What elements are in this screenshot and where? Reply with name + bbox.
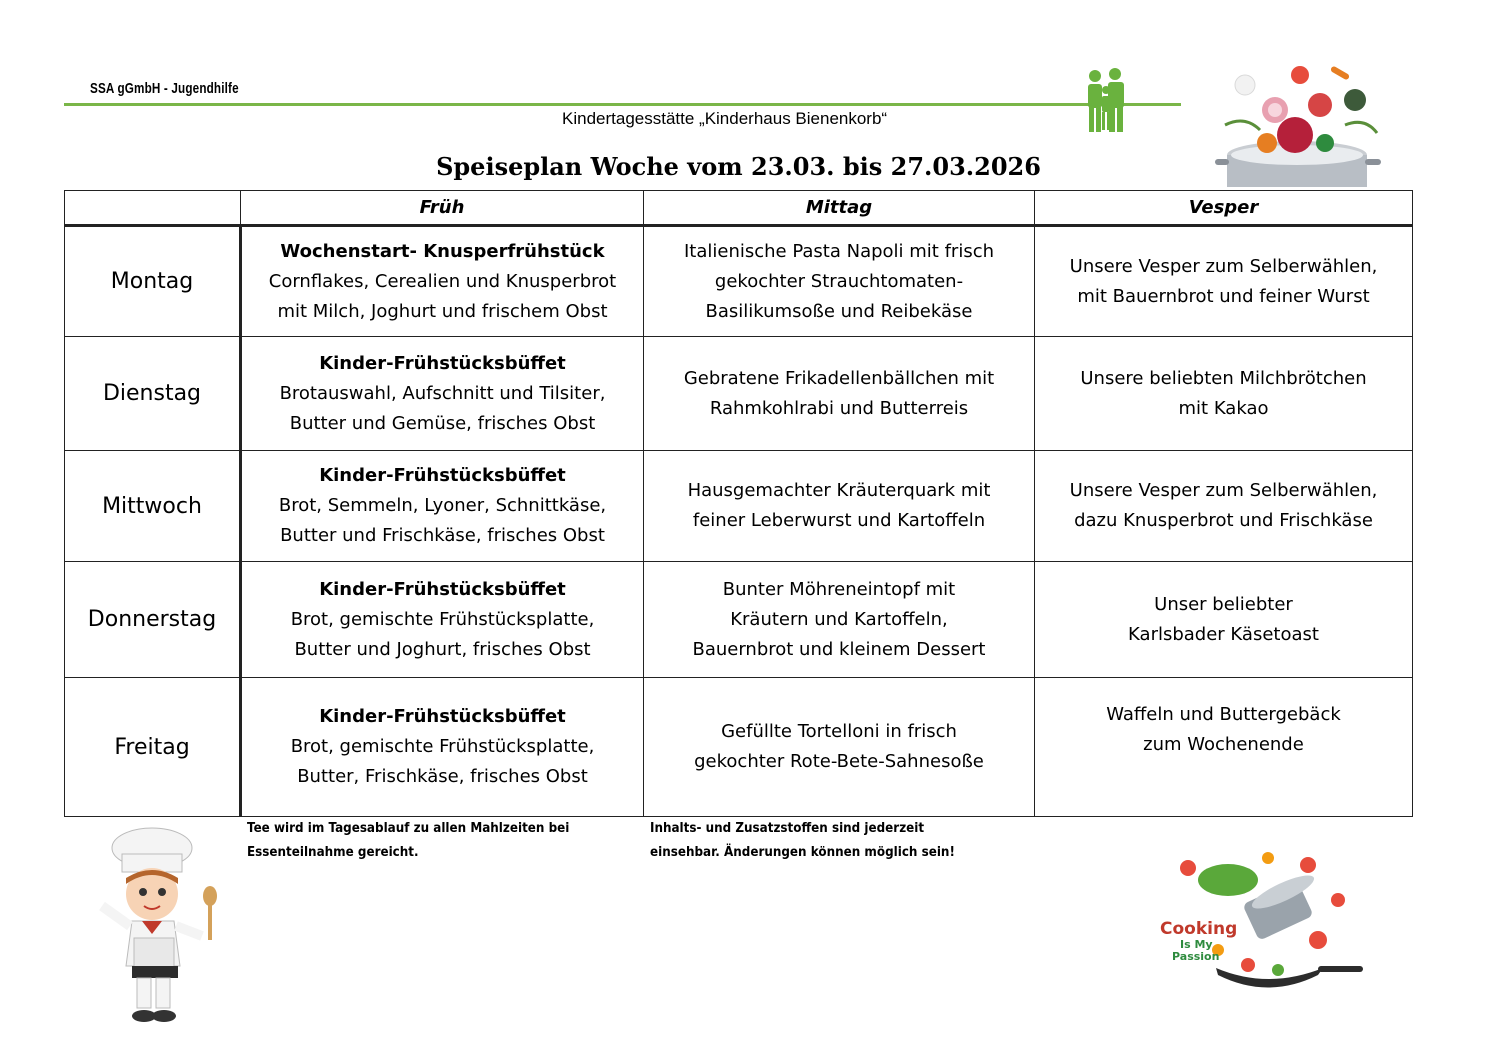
frueh-cell (241, 226, 644, 337)
vesper-line: Unsere Vesper zum Selberwählen, (1069, 480, 1378, 501)
tea-note-line: Tee wird im Tagesablauf zu allen Mahlzeiten bei (247, 821, 570, 836)
mittag-line: Hausgemachter Kräuterquark mit (687, 480, 991, 501)
organization-name: SSA gGmbH - Jugendhilfe (90, 80, 239, 97)
facility-name: Kindertagesstätte „Kinderhaus Bienenkorb“ (562, 109, 888, 128)
vesper-cell (1035, 678, 1413, 817)
mittag-line: Basilikumsoße und Reibekäse (705, 300, 973, 322)
frueh-title: Kinder-Frühstücksbüffet (319, 352, 566, 374)
info-note (650, 817, 955, 865)
page-title: Speiseplan Woche vom 23.03. bis 27.03.2026 (436, 152, 1041, 181)
table-row (65, 451, 1413, 562)
vesper-cell (1035, 337, 1413, 451)
vesper-line: Karlsbader Käsetoast (1128, 623, 1319, 645)
mittag-line: gekochter Strauchtomaten- (714, 270, 964, 292)
frueh-title: Kinder-Frühstücksbüffet (319, 706, 566, 727)
vesper-cell (1035, 226, 1413, 337)
frueh-line: Brot, Semmeln, Lyoner, Schnittkäse, (278, 495, 607, 516)
info-note-line: Inhalts- und Zusatzstoffen sind jederzeit (650, 821, 925, 836)
mittag-line: Rahmkohlrabi und Butterreis (709, 397, 969, 419)
cooking-passion-illustration (1158, 840, 1368, 1005)
frueh-title: Kinder-Frühstücksbüffet (319, 578, 566, 600)
mittag-line: Italienische Pasta Napoli mit frisch (683, 240, 995, 262)
frueh-line: mit Milch, Joghurt und frischem Obst (277, 300, 608, 322)
table-row (65, 226, 1413, 337)
frueh-line: Brot, gemischte Frühstücksplatte, (290, 736, 595, 757)
frueh-line: Brotauswahl, Aufschnitt und Tilsiter, (279, 382, 606, 404)
cooking-text: Cooking (1160, 919, 1238, 939)
table-header-row (65, 191, 1413, 226)
menu-table (64, 190, 1413, 817)
mittag-cell (644, 226, 1035, 337)
mittag-line: gekochter Rote-Bete-Sahnesoße (694, 751, 984, 772)
header-vesper: Vesper (1035, 191, 1413, 226)
vesper-line: mit Bauernbrot und feiner Wurst (1077, 285, 1370, 307)
vesper-line: Unser beliebter (1154, 593, 1293, 615)
vesper-cell (1035, 562, 1413, 678)
day-name: Freitag (65, 678, 241, 817)
passion-text: Passion (1172, 950, 1220, 963)
frueh-line: Butter und Joghurt, frisches Obst (294, 638, 591, 660)
frueh-line: Butter und Gemüse, frisches Obst (289, 412, 596, 434)
vesper-cell (1035, 451, 1413, 562)
mittag-line: Bunter Möhreneintopf mit (722, 578, 956, 600)
frueh-title: Kinder-Frühstücksbüffet (319, 465, 566, 486)
table-row (65, 337, 1413, 451)
frueh-title: Wochenstart- Knusperfrühstück (280, 240, 605, 262)
tea-note-line: Essenteilnahme gereicht. (247, 845, 419, 860)
header-mittag: Mittag (644, 191, 1035, 226)
day-name: Mittwoch (65, 451, 241, 562)
mittag-line: Kräutern und Kartoffeln, (730, 608, 948, 630)
frueh-line: Brot, gemischte Frühstücksplatte, (290, 608, 595, 630)
frueh-line: Butter und Frischkäse, frisches Obst (280, 525, 605, 546)
header-empty (65, 191, 241, 226)
day-name: Donnerstag (65, 562, 241, 678)
day-name: Montag (65, 226, 241, 337)
mittag-cell (644, 678, 1035, 817)
header-divider (64, 103, 1181, 106)
tea-note (247, 817, 569, 865)
mittag-cell (644, 562, 1035, 678)
vesper-line: dazu Knusperbrot und Frischkäse (1074, 510, 1373, 531)
table-row (65, 562, 1413, 678)
frueh-line: Butter, Frischkäse, frisches Obst (297, 766, 588, 787)
frueh-cell (241, 451, 644, 562)
vesper-line: Unsere beliebten Milchbrötchen (1080, 367, 1367, 389)
vesper-line: Waffeln und Buttergebäck (1106, 704, 1341, 725)
vesper-line: Unsere Vesper zum Selberwählen, (1069, 255, 1378, 277)
frueh-cell (241, 562, 644, 678)
header-frueh: Früh (241, 191, 644, 226)
frueh-cell (241, 337, 644, 451)
mittag-line: Gebratene Frikadellenbällchen mit (683, 367, 995, 389)
info-note-line: einsehbar. Änderungen können möglich sein! (650, 845, 955, 860)
chef-illustration (82, 826, 227, 1031)
table-row (65, 678, 1413, 817)
frueh-line: Cornflakes, Cerealien und Knusperbrot (268, 270, 617, 292)
mittag-cell (644, 451, 1035, 562)
mittag-cell (644, 337, 1035, 451)
family-logo-icon (1085, 68, 1133, 134)
mittag-line: Gefüllte Tortelloni in frisch (721, 721, 957, 742)
mittag-line: feiner Leberwurst und Kartoffeln (692, 510, 986, 531)
is-my-text: Is My (1180, 938, 1213, 951)
mittag-line: Bauernbrot und kleinem Dessert (692, 638, 986, 660)
vesper-line: mit Kakao (1178, 397, 1269, 419)
vesper-line: zum Wochenende (1143, 734, 1304, 755)
day-name: Dienstag (65, 337, 241, 451)
frueh-cell (241, 678, 644, 817)
